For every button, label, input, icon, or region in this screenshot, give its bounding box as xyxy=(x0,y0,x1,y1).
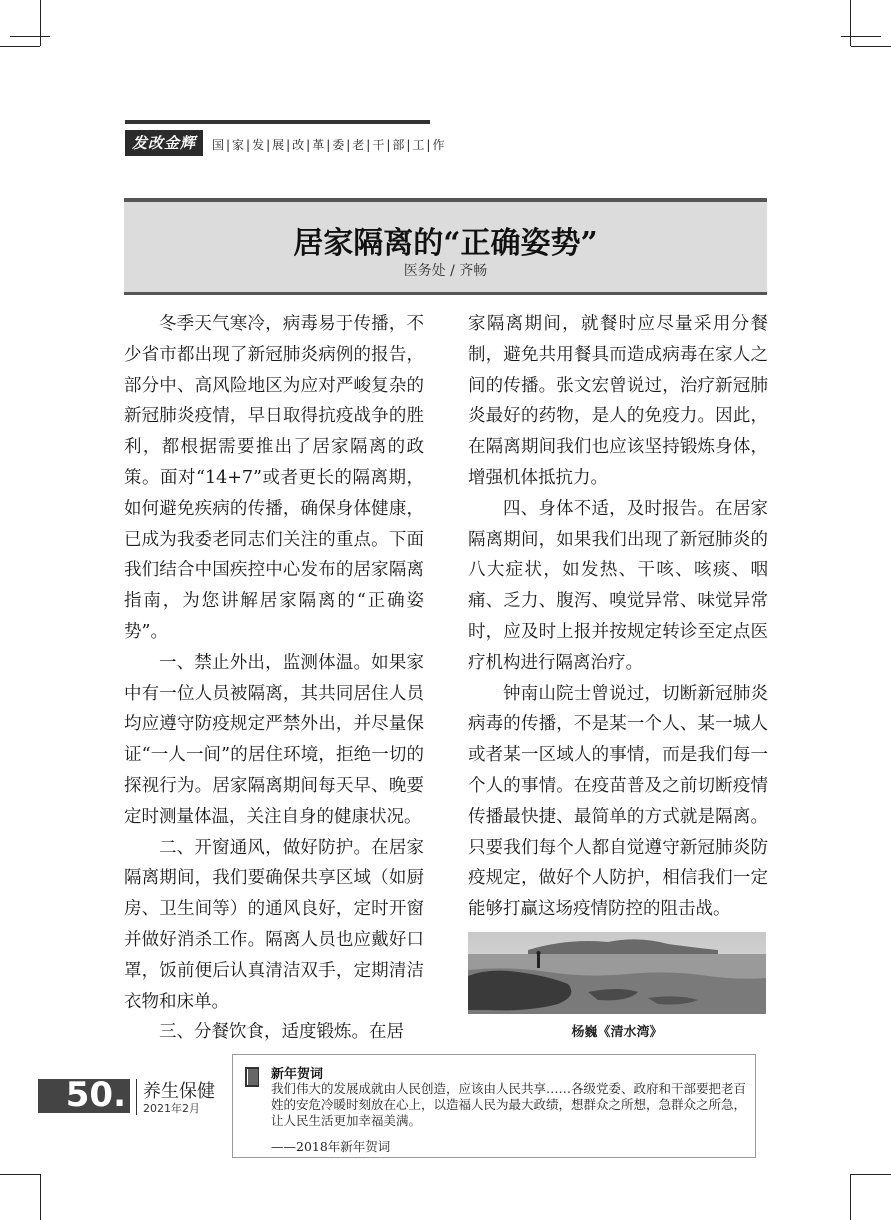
paragraph: 三、分餐饮食，适度锻炼。在居 xyxy=(159,1022,404,1043)
crop-mark xyxy=(851,1174,891,1175)
crop-mark xyxy=(841,36,881,37)
header-rule xyxy=(125,120,430,124)
crop-mark xyxy=(850,0,851,46)
left-column xyxy=(124,309,424,1048)
note-title: 新年贺词 xyxy=(271,1067,324,1082)
page-number-box xyxy=(38,1075,130,1115)
right-column xyxy=(468,309,768,925)
magazine-name: 养生保健 xyxy=(143,1081,215,1102)
seascape-photo xyxy=(468,932,766,1014)
book-icon xyxy=(243,1065,263,1089)
note-text: 我们伟大的发展成就由人民创造，应该由人民共享……各级党委、政府和干部要把老百姓的安危冷暖时刻放在心上，以造福人民为最大政绩，想群众之所想，急群众之所急，让人民生活更加幸福美满。 xyxy=(271,1081,747,1128)
issue-date: 2021年2月 xyxy=(143,1102,200,1115)
paragraph: 四、身体不适，及时报告。在居家隔离期间，如果我们出现了新冠肺炎的八大症状，如发热、干咳、咳痰、咽痛、乏力、腹泻、嗅觉异常、味觉异常时，应及时上报并按规定转诊至定点医疗机构进行隔离治疗。 xyxy=(468,498,768,673)
crop-mark xyxy=(40,0,41,46)
paragraph: 一、禁止外出，监测体温。如果家中有一位人员被隔离，其共同居住人员均应遵守防疫规定严禁外出，并尽量保证“一人一间”的居住环境，拒绝一切的探视行为。居家隔离期间每天早、晚要定时测量体温，关注自身的健康状况。 xyxy=(124,652,424,827)
crop-mark xyxy=(10,36,50,37)
article-byline: 医务处 / 齐畅 xyxy=(403,263,488,279)
section-brand: 发改金辉 xyxy=(125,130,203,156)
footer-divider xyxy=(136,1079,137,1115)
crop-mark xyxy=(40,1174,41,1220)
crop-mark xyxy=(0,1174,40,1175)
paragraph: 冬季天气寒冷，病毒易于传播，不少省市都出现了新冠肺炎病例的报告，部分中、高风险地区为应对严峻复杂的新冠肺炎疫情，早日取得抗疫战争的胜利，都根据需要推出了居家隔离的政策。面对“14+7”或者更长的隔离期，如何避免疾病的传播，确保身体健康，已成为我委老同志们关注的重点。下面我们结合中国疾控中心发布的居家隔离指南，为您讲解居家隔离的“正确姿势”。 xyxy=(124,314,424,642)
paragraph: 钟南山院士曾说过，切断新冠肺炎病毒的传播，不是某一个人、某一城人或者某一区域人的事情，而是我们每一个人的事情。在疫苗普及之前切断疫情传播最快捷、最简单的方式就是隔离。只要我们每个人都自觉遵守新冠肺炎防疫规定，做好个人防护，相信我们一定能够打赢这场疫情防控的阻击战。 xyxy=(468,683,768,920)
paragraph: 二、开窗通风，做好防护。在居家隔离期间，我们要确保共享区域（如厨房、卫生间等）的通风良好，定时开窗并做好消杀工作。隔离人员也应戴好口罩，饭前便后认真清洁双手，定期清洁衣物和床单。 xyxy=(124,837,424,1012)
photo-caption: 杨巍《清水湾》 xyxy=(571,1025,663,1040)
paragraph: 家隔离期间，就餐时应尽量采用分餐制，避免共用餐具而造成病毒在家人之间的传播。张文宏曾说过，治疗新冠肺炎最好的药物，是人的免疫力。因此，在隔离期间我们也应该坚持锻炼身体，增强机体抵抗力。 xyxy=(468,314,768,488)
crop-mark xyxy=(850,1174,851,1220)
seascape-image xyxy=(468,932,766,1014)
note-source: ——2018年新年贺词 xyxy=(271,1139,391,1154)
department-label: 国|家|发|展|改|革|委|老|干|部|工|作 xyxy=(212,138,447,152)
article-title: 居家隔离的“正确姿势” xyxy=(293,226,598,261)
new-year-note xyxy=(232,1054,756,1158)
crop-mark xyxy=(851,46,891,47)
page-number: 50. xyxy=(65,1075,126,1115)
crop-mark xyxy=(0,46,40,47)
title-block xyxy=(124,198,767,295)
